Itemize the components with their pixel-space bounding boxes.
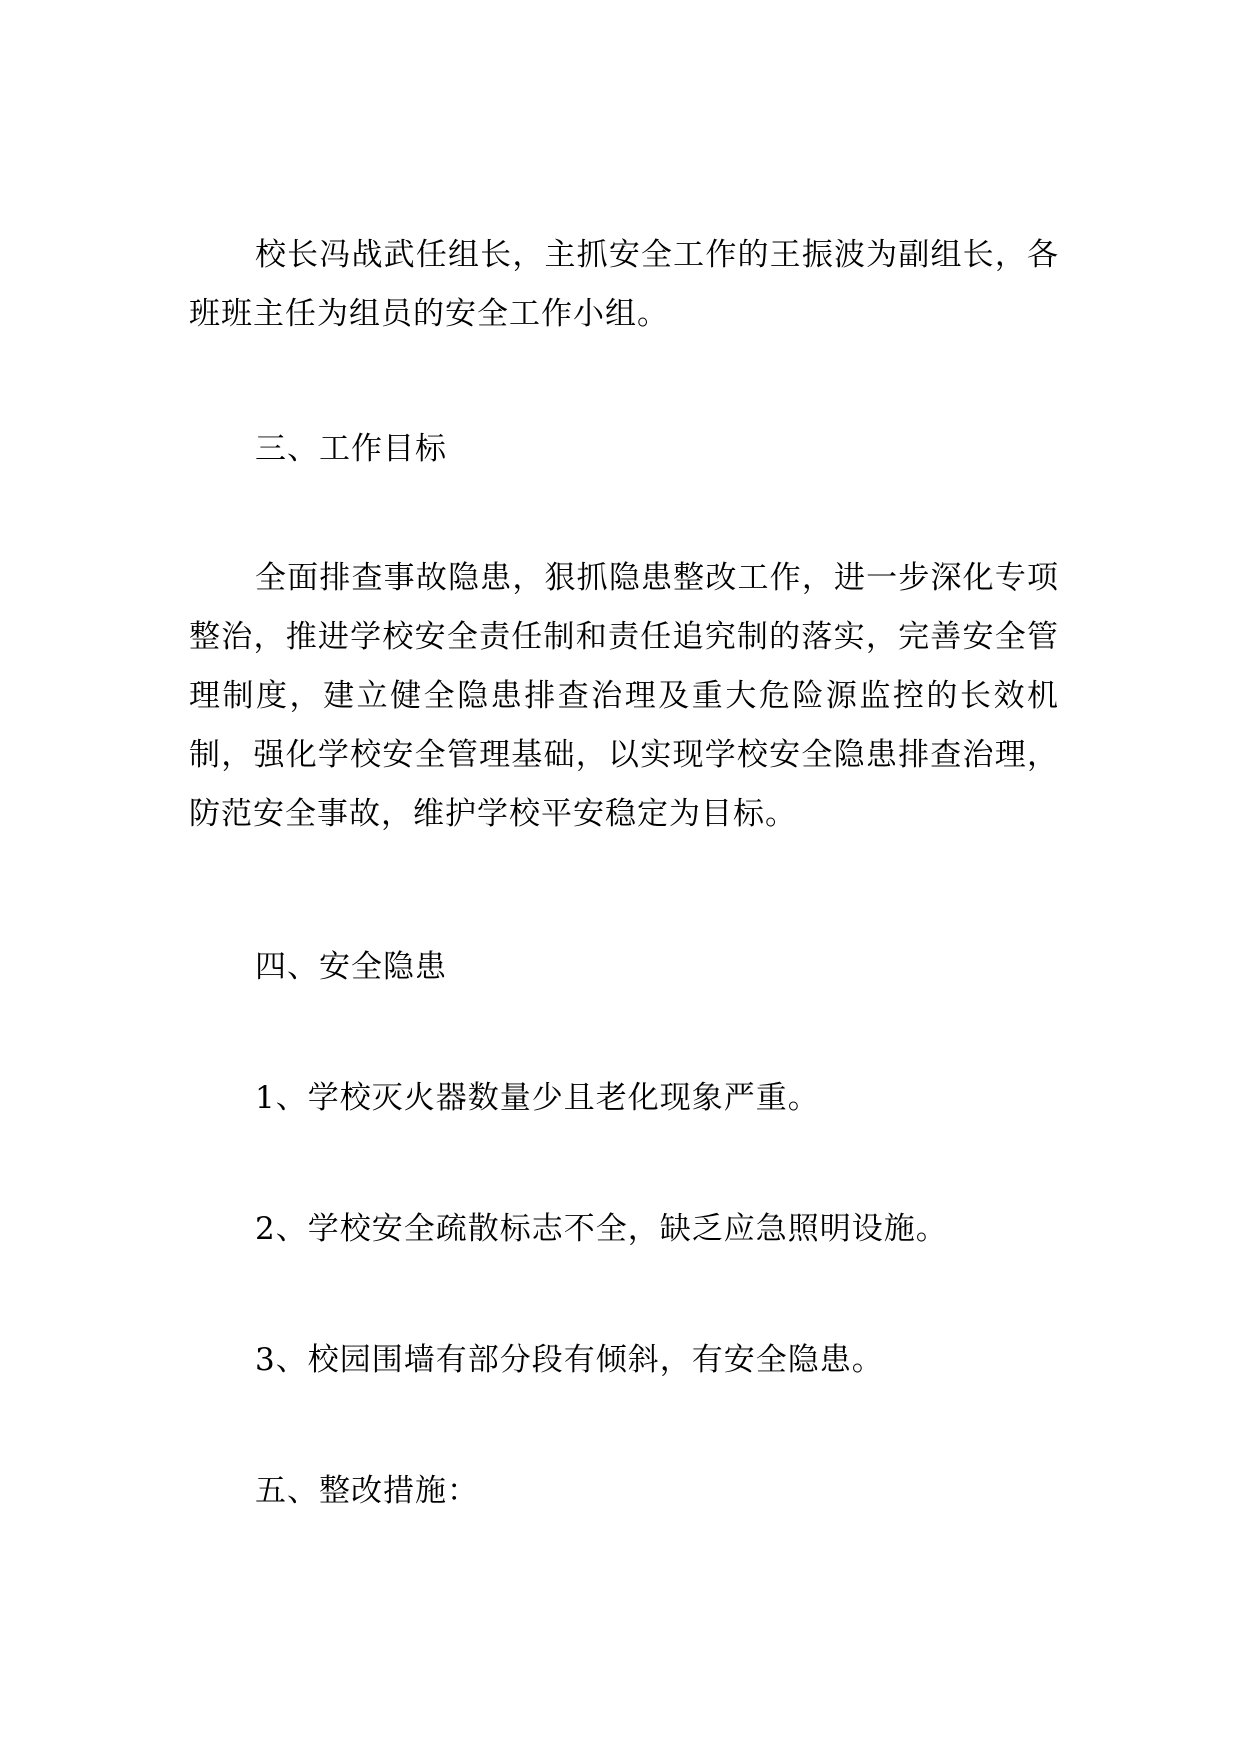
heading-work-goals: 三、工作目标 [255, 431, 447, 467]
heading-safety-hazards: 四、安全隐患 [255, 949, 447, 985]
hazard-item-2: 2、学校安全疏散标志不全，缺乏应急照明设施。 [255, 1211, 948, 1247]
paragraph-work-goals: 全面排查事故隐患，狠抓隐患整改工作，进一步深化专项整治，推进学校安全责任制和责任追究制的落实，完善安全管理制度，建立健全隐患排查治理及重大危险源监控的长效机制，强化学校安全管理基础，以实现学校安全隐患排查治理，防范安全事故，维护学校平安稳定为目标。 [189, 560, 1059, 832]
hazard-item-3: 3、校园围墙有部分段有倾斜，有安全隐患。 [255, 1342, 884, 1378]
paragraph-safety-group: 校长冯战武任组长，主抓安全工作的王振波为副组长，各班班主任为组员的安全工作小组。 [189, 237, 1059, 332]
hazard-item-1: 1、学校灭火器数量少且老化现象严重。 [255, 1080, 820, 1116]
heading-rectification-measures: 五、整改措施： [255, 1473, 479, 1509]
